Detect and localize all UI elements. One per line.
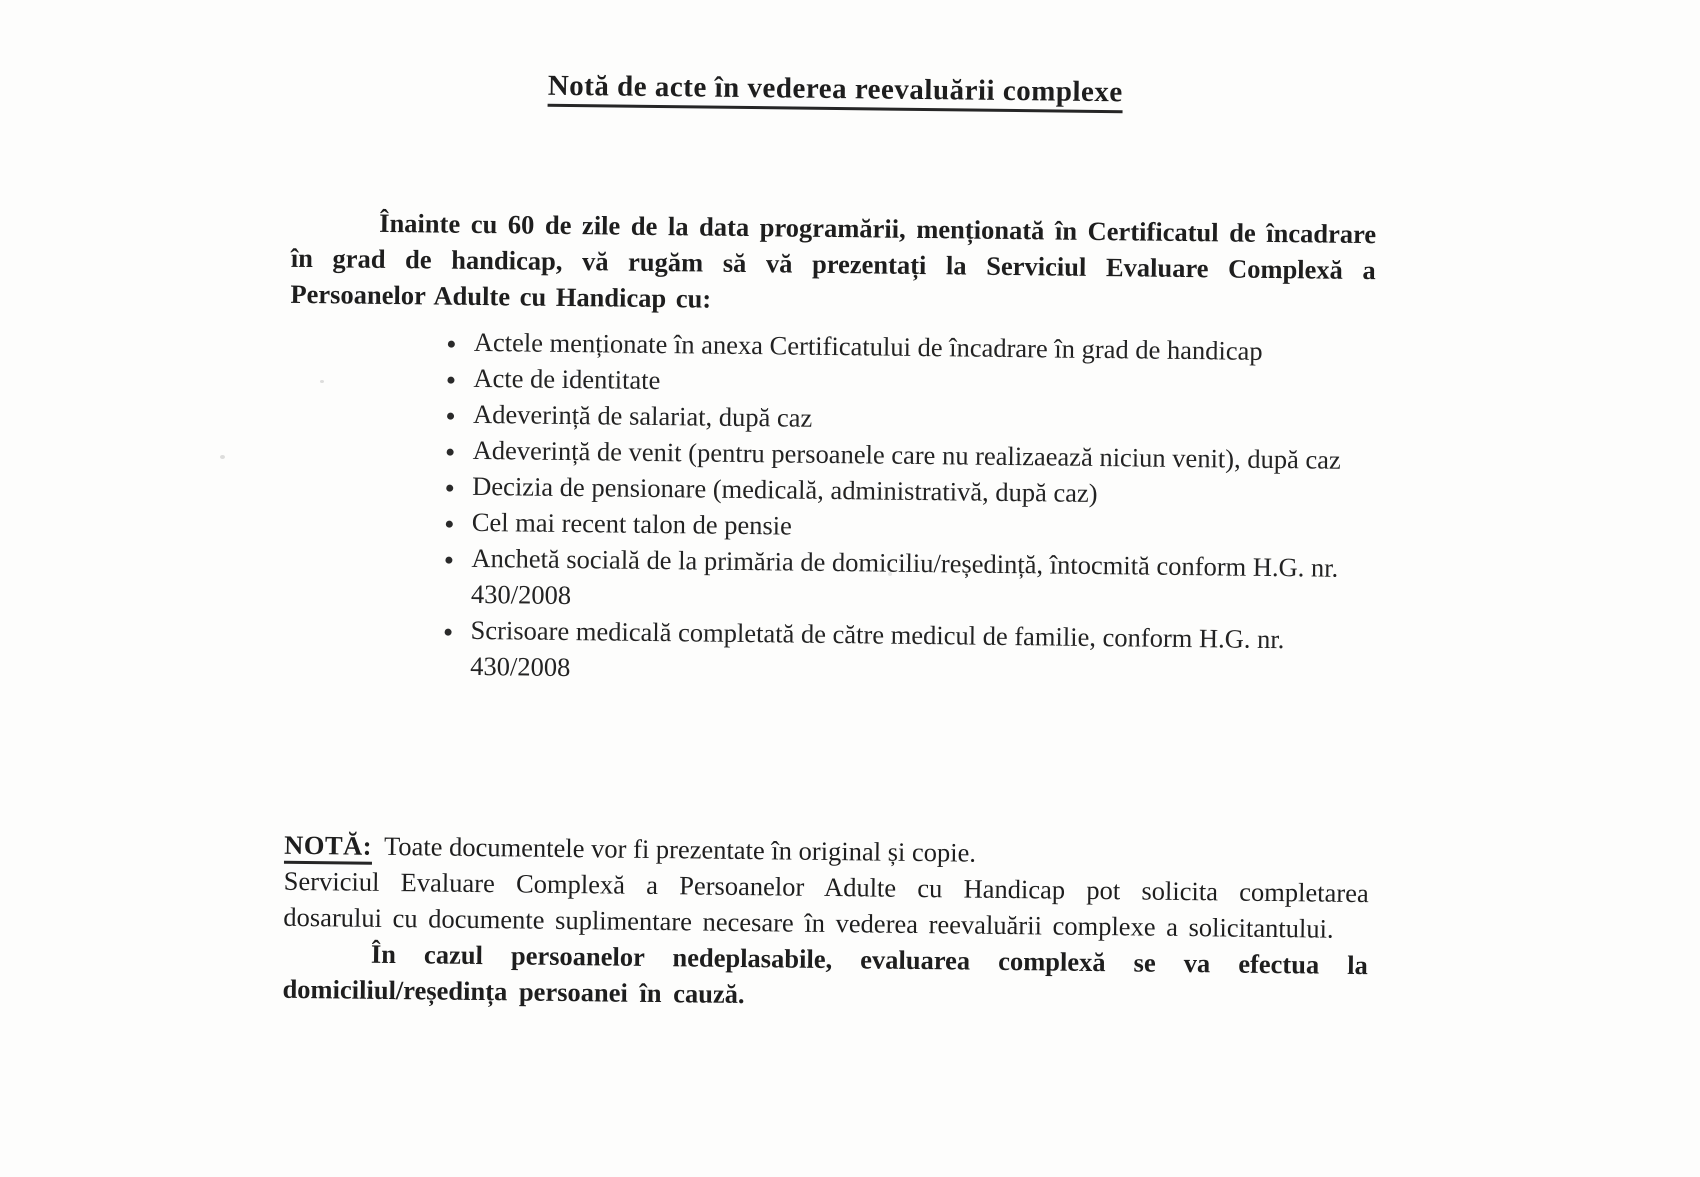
document-title-text: Notă de acte în vederea reevaluării complexe — [548, 70, 1123, 114]
scan-speckle — [888, 572, 892, 576]
note-text: Toate documentele vor fi prezentate în original și copie. — [383, 830, 977, 868]
note-continuation-paragraph: Serviciul Evaluare Complexă a Persoanelor Adulte cu Handicap pot solicita completarea dosarului cu documente suplimentare necesare în vederea reevaluării complexe a solicitantului. — [283, 865, 1369, 944]
list-item-scrisoare-medicala: • Scrisoare medicală completată de către medicul de familie, conform H.G. nr. 430/2008 — [464, 612, 1372, 694]
list-item-ancheta-sociala: • Anchetă socială de la primăria de domiciliu/reședință, întocmită conform H.G. nr. 430/2008 — [465, 540, 1373, 622]
closing-paragraph: În cazul persoanelor nedeplasabile, evaluarea complexă se va efectua la domiciliul/reședința persoanei în cauză. — [282, 938, 1369, 1010]
scan-speckle — [320, 380, 324, 383]
intro-paragraph: Înainte cu 60 de zile de la data programării, menționată în Certificatul de încadrare în grad de handicap, vă rugăm să vă prezentați la Serviciul Evaluare Complexă a Persoanelor Adulte cu Handicap cu: — [290, 207, 1377, 314]
note-label: NOTĂ: — [284, 830, 372, 865]
required-documents-list — [286, 322, 1375, 694]
scan-speckle — [220, 455, 225, 459]
list-item-talon-pensie: • Cel mai recent talon de pensie — [466, 504, 1373, 550]
list-item-decizia-pensionare: • Decizia de pensionare (medicală, administrativă, după caz) — [466, 468, 1373, 514]
list-item-adeverinta-venit: • Adeverință de venit (pentru persoanele care nu realizaează niciun venit), după caz — [466, 432, 1373, 478]
document-sheet — [282, 64, 1378, 1019]
document-title — [293, 64, 1378, 114]
list-item-acte-anexa: • Actele menționate în anexa Certificatului de încadrare în grad de handicap — [468, 324, 1375, 370]
list-item-adeverinta-salariat: • Adeverință de salariat, după caz — [467, 396, 1374, 442]
list-item-acte-identitate: • Acte de identitate — [467, 360, 1374, 406]
